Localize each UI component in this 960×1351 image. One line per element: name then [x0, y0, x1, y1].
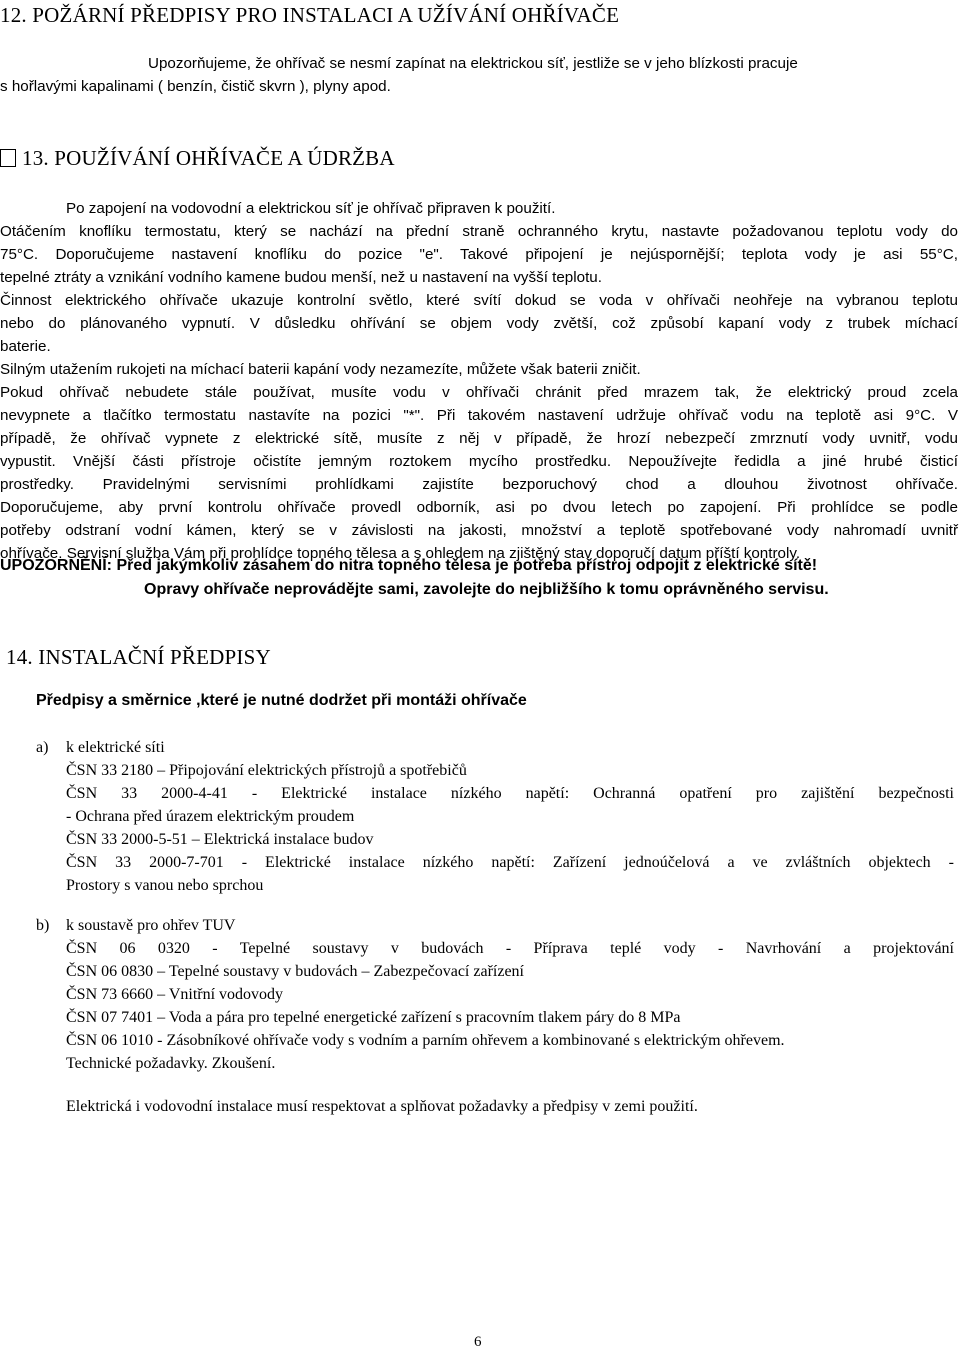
list-a-item-1: ČSN 33 2180 – Připojování elektrických přístrojů a spotřebičů — [66, 762, 467, 779]
s13-line-3 — [0, 243, 958, 266]
list-b-title: k soustavě pro ohřev TUV — [66, 917, 236, 934]
list-a-item-4-line-2: Prostory s vanou nebo sprchou — [66, 877, 264, 894]
s13-line-16a: ohřívače. — [0, 545, 63, 562]
s13-line-16b: Servisní služba Vám při prohlídce topného tělesa a s ohledem na zjištěný stav doporučí datum příští kontroly. — [66, 545, 801, 562]
s13-line-4: tepelné ztráty a vznikání vodního kamene budou menší, než u nastavení na vyšší teplotu. — [0, 269, 602, 286]
list-body-b — [66, 914, 956, 1075]
page-number: 6 — [474, 1334, 482, 1350]
list-b-item-1: ČSN 06 0320 - Tepelné soustavy v budovách - Příprava teplé vody - Navrhování a projektování — [66, 940, 954, 957]
list-body-a — [66, 736, 956, 897]
s13-line-9: Pokud ohřívač nebudete stále používat, musíte vodu v ohřívači chránit před mrazem tak, že elektrický proud zcela — [0, 384, 958, 401]
s13-line-12c: Nepoužívejte ředidla a jiné hrubé čisticí — [628, 453, 958, 470]
s13-line-12 — [0, 450, 958, 473]
s13-line-7: baterie. — [0, 338, 51, 355]
s13-line-8: Silným utažením rukojeti na míchací baterii kapání vody nezamezíte, můžete však baterii zničit. — [0, 361, 641, 378]
s13-line-11: případě, že ohřívač vypnete z elektrické sítě, musíte z něj v případě, že hrozí nebezpečí zmrznutí vody uvnitř, vodu — [0, 430, 958, 447]
list-b-item-5-line-2: Technické požadavky. Zkoušení. — [66, 1055, 276, 1072]
section-13-title: 13. POUŽÍVÁNÍ OHŘÍVAČE A ÚDRŽBA — [22, 146, 395, 170]
s13-line-1: Po zapojení na vodovodní a elektrickou síť je ohřívač připraven k použití. — [66, 200, 556, 217]
section-14-title: 14. INSTALAČNÍ PŘEDPISY — [6, 645, 271, 669]
list-b-item-5-line-1: ČSN 06 1010 - Zásobníkové ohřívače vody s vodním a parním ohřevem a kombinované s elektrickým ohřevem. — [66, 1032, 785, 1049]
list-a-item-2-line-2: - Ochrana před úrazem elektrickým proudem — [66, 808, 355, 825]
s13-line-12b: Vnější části přístroje očistíte jemným roztokem mycího prostředku. — [73, 453, 612, 470]
warning-line-2: Opravy ohřívače neprovádějte sami, zavolejte do nejbližšího k tomu oprávněného servisu. — [144, 581, 829, 598]
section-12-warning-line-2: s hořlavými kapalinami ( benzín, čistič skvrn ), plyny apod. — [0, 78, 391, 95]
s13-line-2: Otáčením knoflíku termostatu, který se nachází na přední straně ochranného krytu, nastavte požadovanou teplotu vody do — [0, 223, 958, 240]
list-a-item-4-line-1: ČSN 33 2000-7-701 - Elektrické instalace nízkého napětí: Zařízení jednoúčelová a ve zvláštních objektech - — [66, 854, 954, 871]
s13-line-14b: Při prohlídce se podle — [777, 499, 958, 516]
section-12-title: 12. POŽÁRNÍ PŘEDPISY PRO INSTALACI A UŽÍVÁNÍ OHŘÍVAČE — [0, 3, 620, 27]
list-b-item-4: ČSN 07 7401 – Voda a pára pro tepelné energetické zařízení s pracovním tlakem páry do 8 MPa — [66, 1009, 681, 1026]
s13-line-15: potřeby odstraní vodní kámen, který se v závislosti na jakosti, množství a teplotě spotřebované vody nahromadí uvnitř — [0, 522, 958, 539]
s13-line-3c: Takové připojení je nejúspornější; teplota vody je asi 55°C, — [460, 246, 958, 263]
list-a-item-3: ČSN 33 2000-5-51 – Elektrická instalace budov — [66, 831, 374, 848]
s13-line-3b: Doporučujeme nastavení knoflíku do pozice "e". — [55, 246, 443, 263]
section-13-title-row — [0, 146, 395, 171]
list-a-title: k elektrické síti — [66, 739, 165, 756]
s13-line-10a: nevypnete a tlačítko termostatu nastavíte na pozici "*". — [0, 407, 425, 424]
section-14-subtitle: Předpisy a směrnice ,které je nutné dodržet při montáži ohřívače — [36, 692, 527, 709]
missing-glyph-icon — [0, 149, 16, 167]
s13-line-6b: V důsledku ohřívání se objem vody zvětší, což způsobí kapaní vody z trubek míchací — [249, 315, 958, 332]
s13-line-6 — [0, 312, 958, 335]
s13-paragraph — [0, 220, 958, 289]
s13-line-6a: nebo do plánovaného vypnutí. — [0, 315, 236, 332]
closing-statement: Elektrická i vodovodní instalace musí respektovat a splňovat požadavky a předpisy v zemi použití. — [66, 1098, 698, 1115]
warning-line-1: UPOZORNĚNÍ: Před jakýmkoliv zásahem do nitra topného tělesa je potřeba přístroj odpojit z elektrické sítě! — [0, 557, 818, 574]
s13-line-13a: prostředky. — [0, 476, 74, 493]
s13-line-12a: vypustit. — [0, 453, 56, 470]
s13-line-3a: 75°C. — [0, 246, 39, 263]
s13-line-13 — [0, 473, 958, 496]
s13-body — [0, 289, 958, 565]
list-b-item-2: ČSN 06 0830 – Tepelné soustavy v budovách – Zabezpečovací zařízení — [66, 963, 524, 980]
list-b-item-3: ČSN 73 6660 – Vnitřní vodovody — [66, 986, 284, 1003]
s13-line-10b: Při takovém nastavení udržuje ohřívač vodu na teplotě asi 9°C. V — [436, 407, 958, 424]
s13-line-14 — [0, 496, 958, 519]
s13-line-14a: Doporučujeme, aby první kontrolu ohřívače provedl odborník, asi po dvou letech po zapojení. — [0, 499, 762, 516]
s13-line-13b: Pravidelnými servisními prohlídkami zajistíte bezporuchový chod a dlouhou životnost ohřívače. — [102, 476, 958, 493]
s13-line-5: Činnost elektrického ohřívače ukazuje kontrolní světlo, které svítí dokud se voda v ohřívači neohřeje na vybranou teplotu — [0, 292, 958, 309]
list-a-item-2-line-1: ČSN 33 2000-4-41 - Elektrické instalace nízkého napětí: Ochranná opatření pro zajištění bezpečnosti — [66, 785, 954, 802]
list-marker-b: b) — [36, 917, 50, 934]
list-marker-a: a) — [36, 739, 49, 756]
section-12-warning-line-1: Upozorňujeme, že ohřívač se nesmí zapínat na elektrickou síť, jestliže se v jeho blízkosti pracuje — [148, 55, 798, 72]
s13-line-10 — [0, 404, 958, 427]
